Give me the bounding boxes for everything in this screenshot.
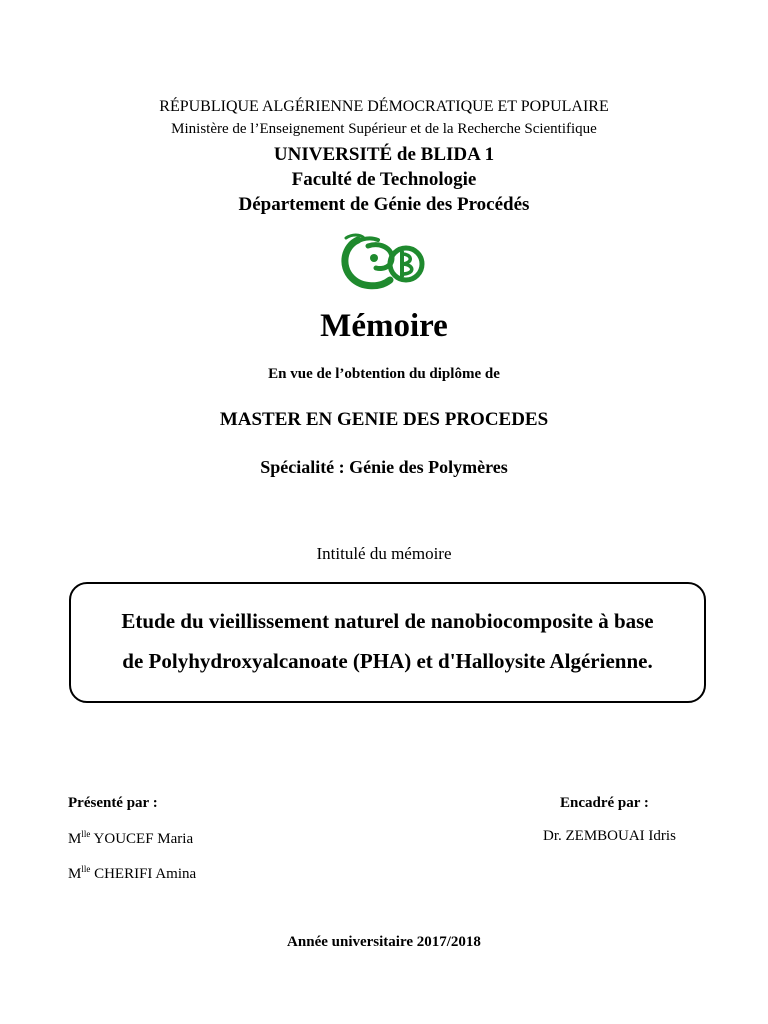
author-2-title: lle xyxy=(81,864,91,874)
faculty-heading: Faculté de Technologie xyxy=(291,169,477,190)
thesis-title-label: Intitulé du mémoire xyxy=(316,544,452,563)
author-2-prefix: M xyxy=(68,866,82,882)
author-1 xyxy=(68,829,193,848)
ministry-heading: Ministère de l’Enseignement Supérieur et de la Recherche Scientifique xyxy=(171,121,597,137)
author-1-title: lle xyxy=(81,829,91,839)
author-1-prefix: M xyxy=(68,831,82,847)
author-2 xyxy=(68,864,196,883)
university-heading: UNIVERSITÉ de BLIDA 1 xyxy=(273,144,495,165)
author-1-name: YOUCEF Maria xyxy=(90,831,194,847)
supervisor-name: Dr. ZEMBOUAI Idris xyxy=(543,828,676,844)
author-2-name: CHERIFI Amina xyxy=(90,866,197,882)
degree-title: MASTER EN GENIE DES PROCEDES xyxy=(219,409,549,430)
document-type: Mémoire xyxy=(320,308,448,344)
university-logo-icon xyxy=(338,232,430,292)
academic-year: Année universitaire 2017/2018 xyxy=(287,934,481,950)
supervised-by-label: Encadré par : xyxy=(560,795,649,811)
thesis-title-box xyxy=(69,582,706,703)
diploma-purpose: En vue de l’obtention du diplôme de xyxy=(268,366,500,382)
thesis-title-line-2: de Polyhydroxyalcanoate (PHA) et d'Halloysite Algérienne. xyxy=(122,649,653,673)
specialty: Spécialité : Génie des Polymères xyxy=(260,457,508,477)
presented-by-label: Présenté par : xyxy=(68,795,158,811)
republic-heading: RÉPUBLIQUE ALGÉRIENNE DÉMOCRATIQUE ET POPULAIRE xyxy=(159,98,609,115)
thesis-title-line-1: Etude du vieillissement naturel de nanobiocomposite à base xyxy=(121,609,654,633)
department-heading: Département de Génie des Procédés xyxy=(238,194,530,215)
